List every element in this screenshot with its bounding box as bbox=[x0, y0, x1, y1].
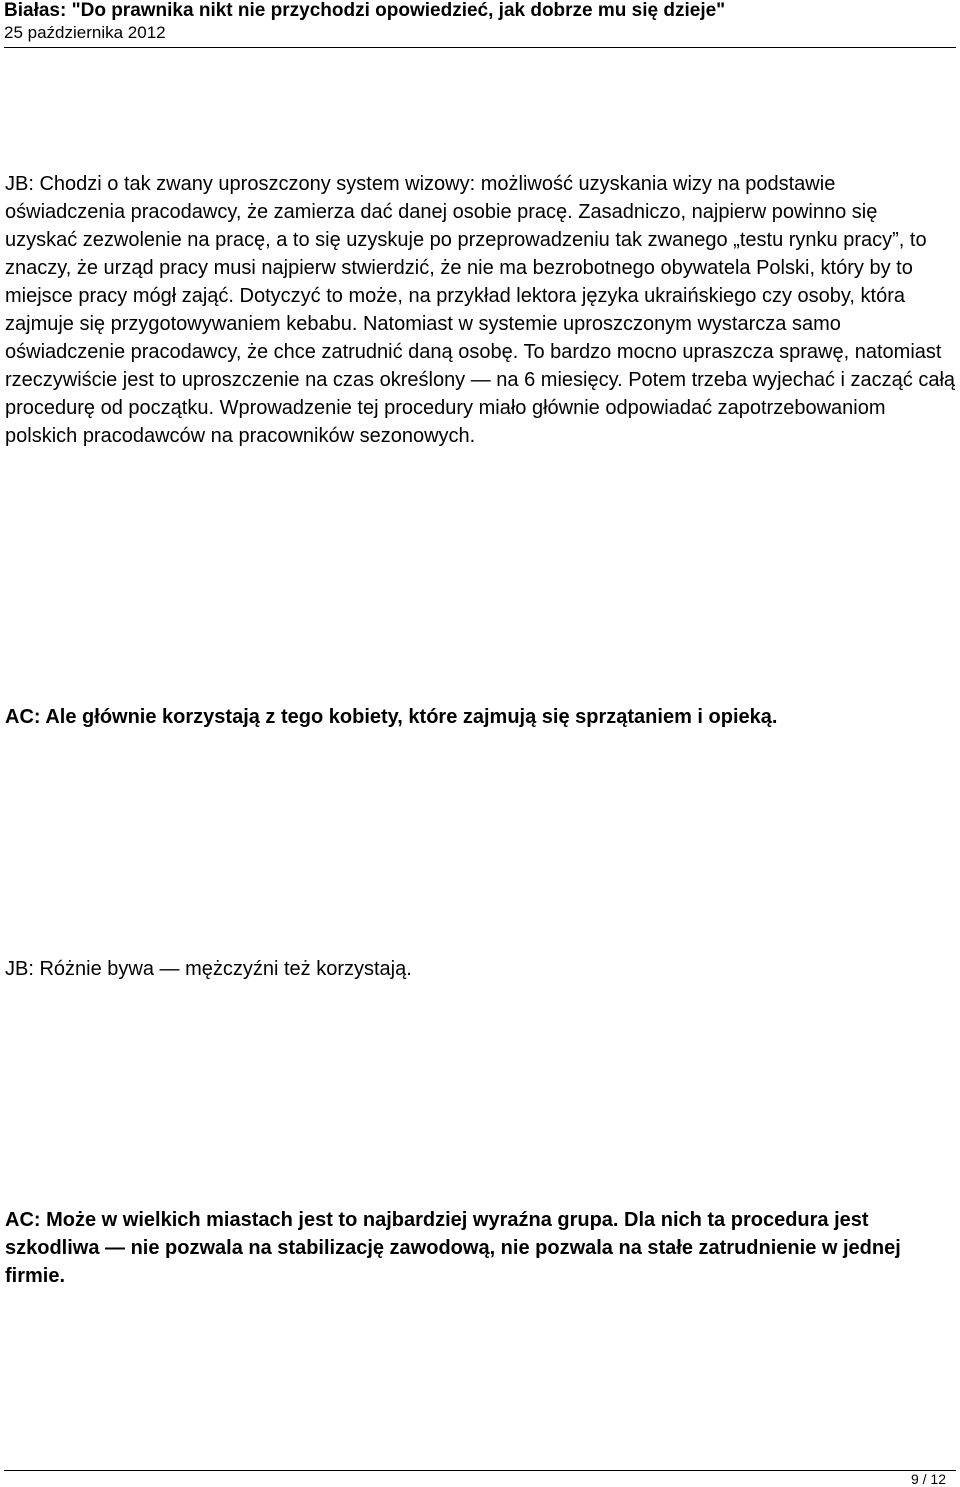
header-divider bbox=[4, 47, 956, 48]
document-date: 25 października 2012 bbox=[4, 23, 166, 42]
document-header bbox=[4, 0, 956, 44]
paragraph-ac-women: AC: Ale głównie korzystają z tego kobiety, które zajmują się sprzątaniem i opieką. bbox=[5, 706, 778, 728]
paragraph-ac-big-cities: AC: Może w wielkich miastach jest to najbardziej wyraźna grupa. Dla nich ta procedura jest szkodliwa — nie pozwala na stabilizację zawodową, nie pozwala na stałe zatrudnienie w jednej firmie. bbox=[5, 1209, 901, 1287]
document-title: Białas: "Do prawnika nikt nie przychodzi opowiedzieć, jak dobrze mu się dzieje" bbox=[4, 0, 726, 21]
paragraph-jb-men: JB: Różnie bywa — mężczyźni też korzystają. bbox=[5, 958, 412, 980]
paragraph-jb-visa-system: JB: Chodzi o tak zwany uproszczony system wizowy: możliwość uzyskania wizy na podstawie oświadczenia pracodawcy, że zamierza dać danej osobie pracę. Zasadniczo, najpierw powinno się uzyskać zezwolenie na pracę, a to się uzyskuje po przeprowadzeniu tak zwanego „testu rynku pracy”, to znaczy, że urząd pracy musi najpierw stwierdzić, że nie ma bezrobotnego obywatela Polski, który by to miejsce pracy mógł zająć. Dotyczyć to może, na przykład lektora języka ukraińskiego czy osoby, która zajmuje się przygotowywaniem kebabu. Natomiast w systemie uproszczonym wystarcza samo oświadczenie pracodawcy, że chce zatrudnić daną osobę. To bardzo mocno upraszcza sprawę, natomiast rzeczywiście jest to uproszczenie na czas określony — na 6 miesięcy. Potem trzeba wyjechać i zacząć całą procedurę od początku. Wprowadzenie tej procedury miało głównie odpowiadać zapotrzebowaniom polskich pracodawców na pracowników sezonowych. bbox=[5, 173, 956, 447]
page-number: 9 / 12 bbox=[910, 1471, 946, 1487]
footer-divider bbox=[4, 1470, 956, 1471]
